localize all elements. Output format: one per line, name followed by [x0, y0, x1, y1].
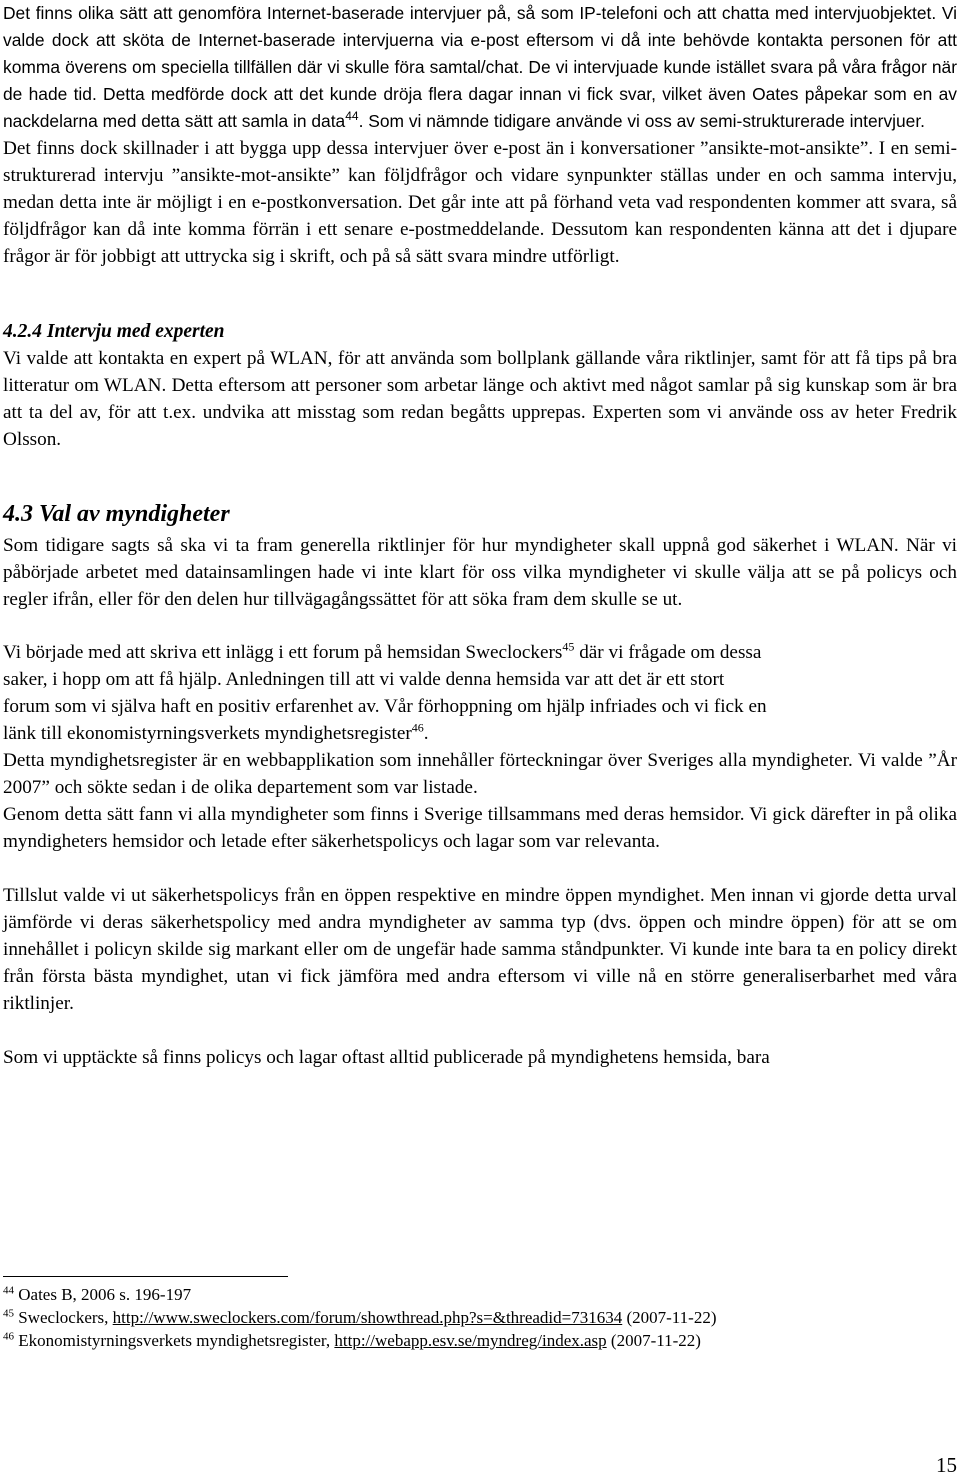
- page-number: 15: [936, 1453, 957, 1477]
- footnotes: [3, 1283, 717, 1352]
- sweclockers-link[interactable]: http://www.sweclockers.com/forum/showthread.php?s=&threadid=731634: [112, 1308, 623, 1327]
- footnote-separator: [3, 1276, 288, 1277]
- document-body: [3, 0, 957, 1071]
- footnote-ref-44[interactable]: 44: [345, 109, 359, 124]
- footnote-ref-45[interactable]: 45: [562, 639, 575, 654]
- footnote-45: $^{45}$ Sweclockers, http://www.sweclockers.com/forum/showthread.php?s=&threadid=731634 (2007-11-22): [3, 1307, 717, 1327]
- paragraph-expert: Vi valde att kontakta en expert på WLAN, för att använda som bollplank gällande våra riktlinjer, samt för att få tips på bra litteratur om WLAN. Detta eftersom att personer som arbetar länge och aktivt med något samlar på sig kunskap som är bra att ta del av, för att t.ex. undvika att misstag som redan begåtts upprepas. Experten som vi använde oss av heter Fredrik Olsson.: [3, 348, 957, 450]
- paragraph-selection: Tillslut valde vi ut säkerhetspolicys från en öppen respektive en mindre öppen myndighet. Men innan vi gjorde detta urval jämförde vi deras säkerhetspolicy med andra myndigheter av samma typ (dvs. öppen och mindre öppen) för att se om innehållet i policyn skilde sig markant eller om de ungefär hade samma ståndpunkter. Vi kunde inte bara ta en policy direkt från första bästa myndighet, utan vi fick jämföra med andra eftersom vi ville nå en större generaliserbarhet med våra riktlinjer.: [3, 885, 957, 1014]
- paragraph-choice-of-authorities: Som tidigare sagts så ska vi ta fram generella riktlinjer för hur myndigheter skall uppnå god säkerhet i WLAN. När vi påbörjade arbetet med datainsamlingen hade vi inte klart för oss vilka myndigheter vi skulle välja att se på policys och regler ifrån, eller för den delen hur tillvägagångssättet för att söka fram dem skulle se ut.: [3, 535, 957, 610]
- paragraph-found-authorities: Genom detta sätt fann vi alla myndigheter som finns i Sverige tillsammans med deras hemsidor. Vi gick därefter in på olika myndigheters hemsidor och letade efter säkerhetspolicys och lagar som var relevanta.: [3, 804, 957, 852]
- footnote-44: $^{44}$ Oates B, 2006 s. 196-197: [3, 1284, 192, 1304]
- footnote-46: $^{46}$ Ekonomistyrningsverkets myndighetsregister, http://webapp.esv.se/myndreg/index.asp (2007-11-22): [3, 1330, 701, 1350]
- heading-4-2-4: 4.2.4 Intervju med experten: [3, 321, 225, 342]
- esv-registry-link[interactable]: http://webapp.esv.se/myndreg/index.asp: [334, 1331, 607, 1350]
- paragraph-published-policies: Som vi upptäckte så finns policys och lagar oftast alltid publicerade på myndighetens hemsida, bara: [3, 1047, 770, 1068]
- heading-4-3: 4.3 Val av myndigheter: [3, 501, 230, 527]
- paragraph-email-differences: Det finns dock skillnader i att bygga upp dessa intervjuer över e-post än i konversationer ”ansikte-mot-ansikte”. I en semi-strukturerad intervju ”ansikte-mot-ansikte” kan följdfrågor och vidare synpunkter ställas under en och samma intervju, medan detta inte är möjligt i en e-postkonversation. Det går inte att på förhand veta vad respondenten kommer att svara, så följdfrågor kan då inte komma förrän i ett senare e-postmeddelande. Dessutom kan respondenten känna att det i djupare frågor är för jobbigt att uttrycka sig i skrift, och på så sätt svara mindre utförligt.: [3, 138, 957, 267]
- paragraph-sweclockers: Vi började med att skriva ett inlägg i ett forum på hemsidan Sweclockers$^{45}$ där vi frågade om dessa saker, i hopp om att få hjälp. Anledningen till att vi valde denna hemsida var att det är ett stort forum som vi själva haft en positiv erfarenhet av. Vår förhoppning om hjälp infriades och vi fick en länk till ekonomistyrningsverkets myndighetsregister$^{46}$.: [3, 639, 767, 744]
- footnote-ref-46[interactable]: 46: [411, 720, 424, 735]
- paragraph-registry: Detta myndighetsregister är en webbapplikation som innehåller förteckningar över Sveriges alla myndigheter. Vi valde ”År 2007” och sökte sedan i de olika departement som var listade.: [3, 750, 957, 798]
- paragraph-internet-interviews: Det finns olika sätt att genomföra Internet-baserade intervjuer på, så som IP-telefoni och att chatta med intervjuobjektet. Vi valde dock att sköta de Internet-baserade intervjuerna via e-post eftersom vi då inte behövde kontakta personen för att komma överens om speciella tillfällen där vi skulle föra samtal/chat. De vi intervjuade kunde istället svara på våra frågor när de hade tid. Detta medförde dock att det kunde dröja flera dagar innan vi fick svar, vilket även Oates påpekar som en av nackdelarna med detta sätt att samla in data$^{44}$. Som vi nämnde tidigare använde vi oss av semi-strukturerade intervjuer.: [3, 3, 957, 131]
